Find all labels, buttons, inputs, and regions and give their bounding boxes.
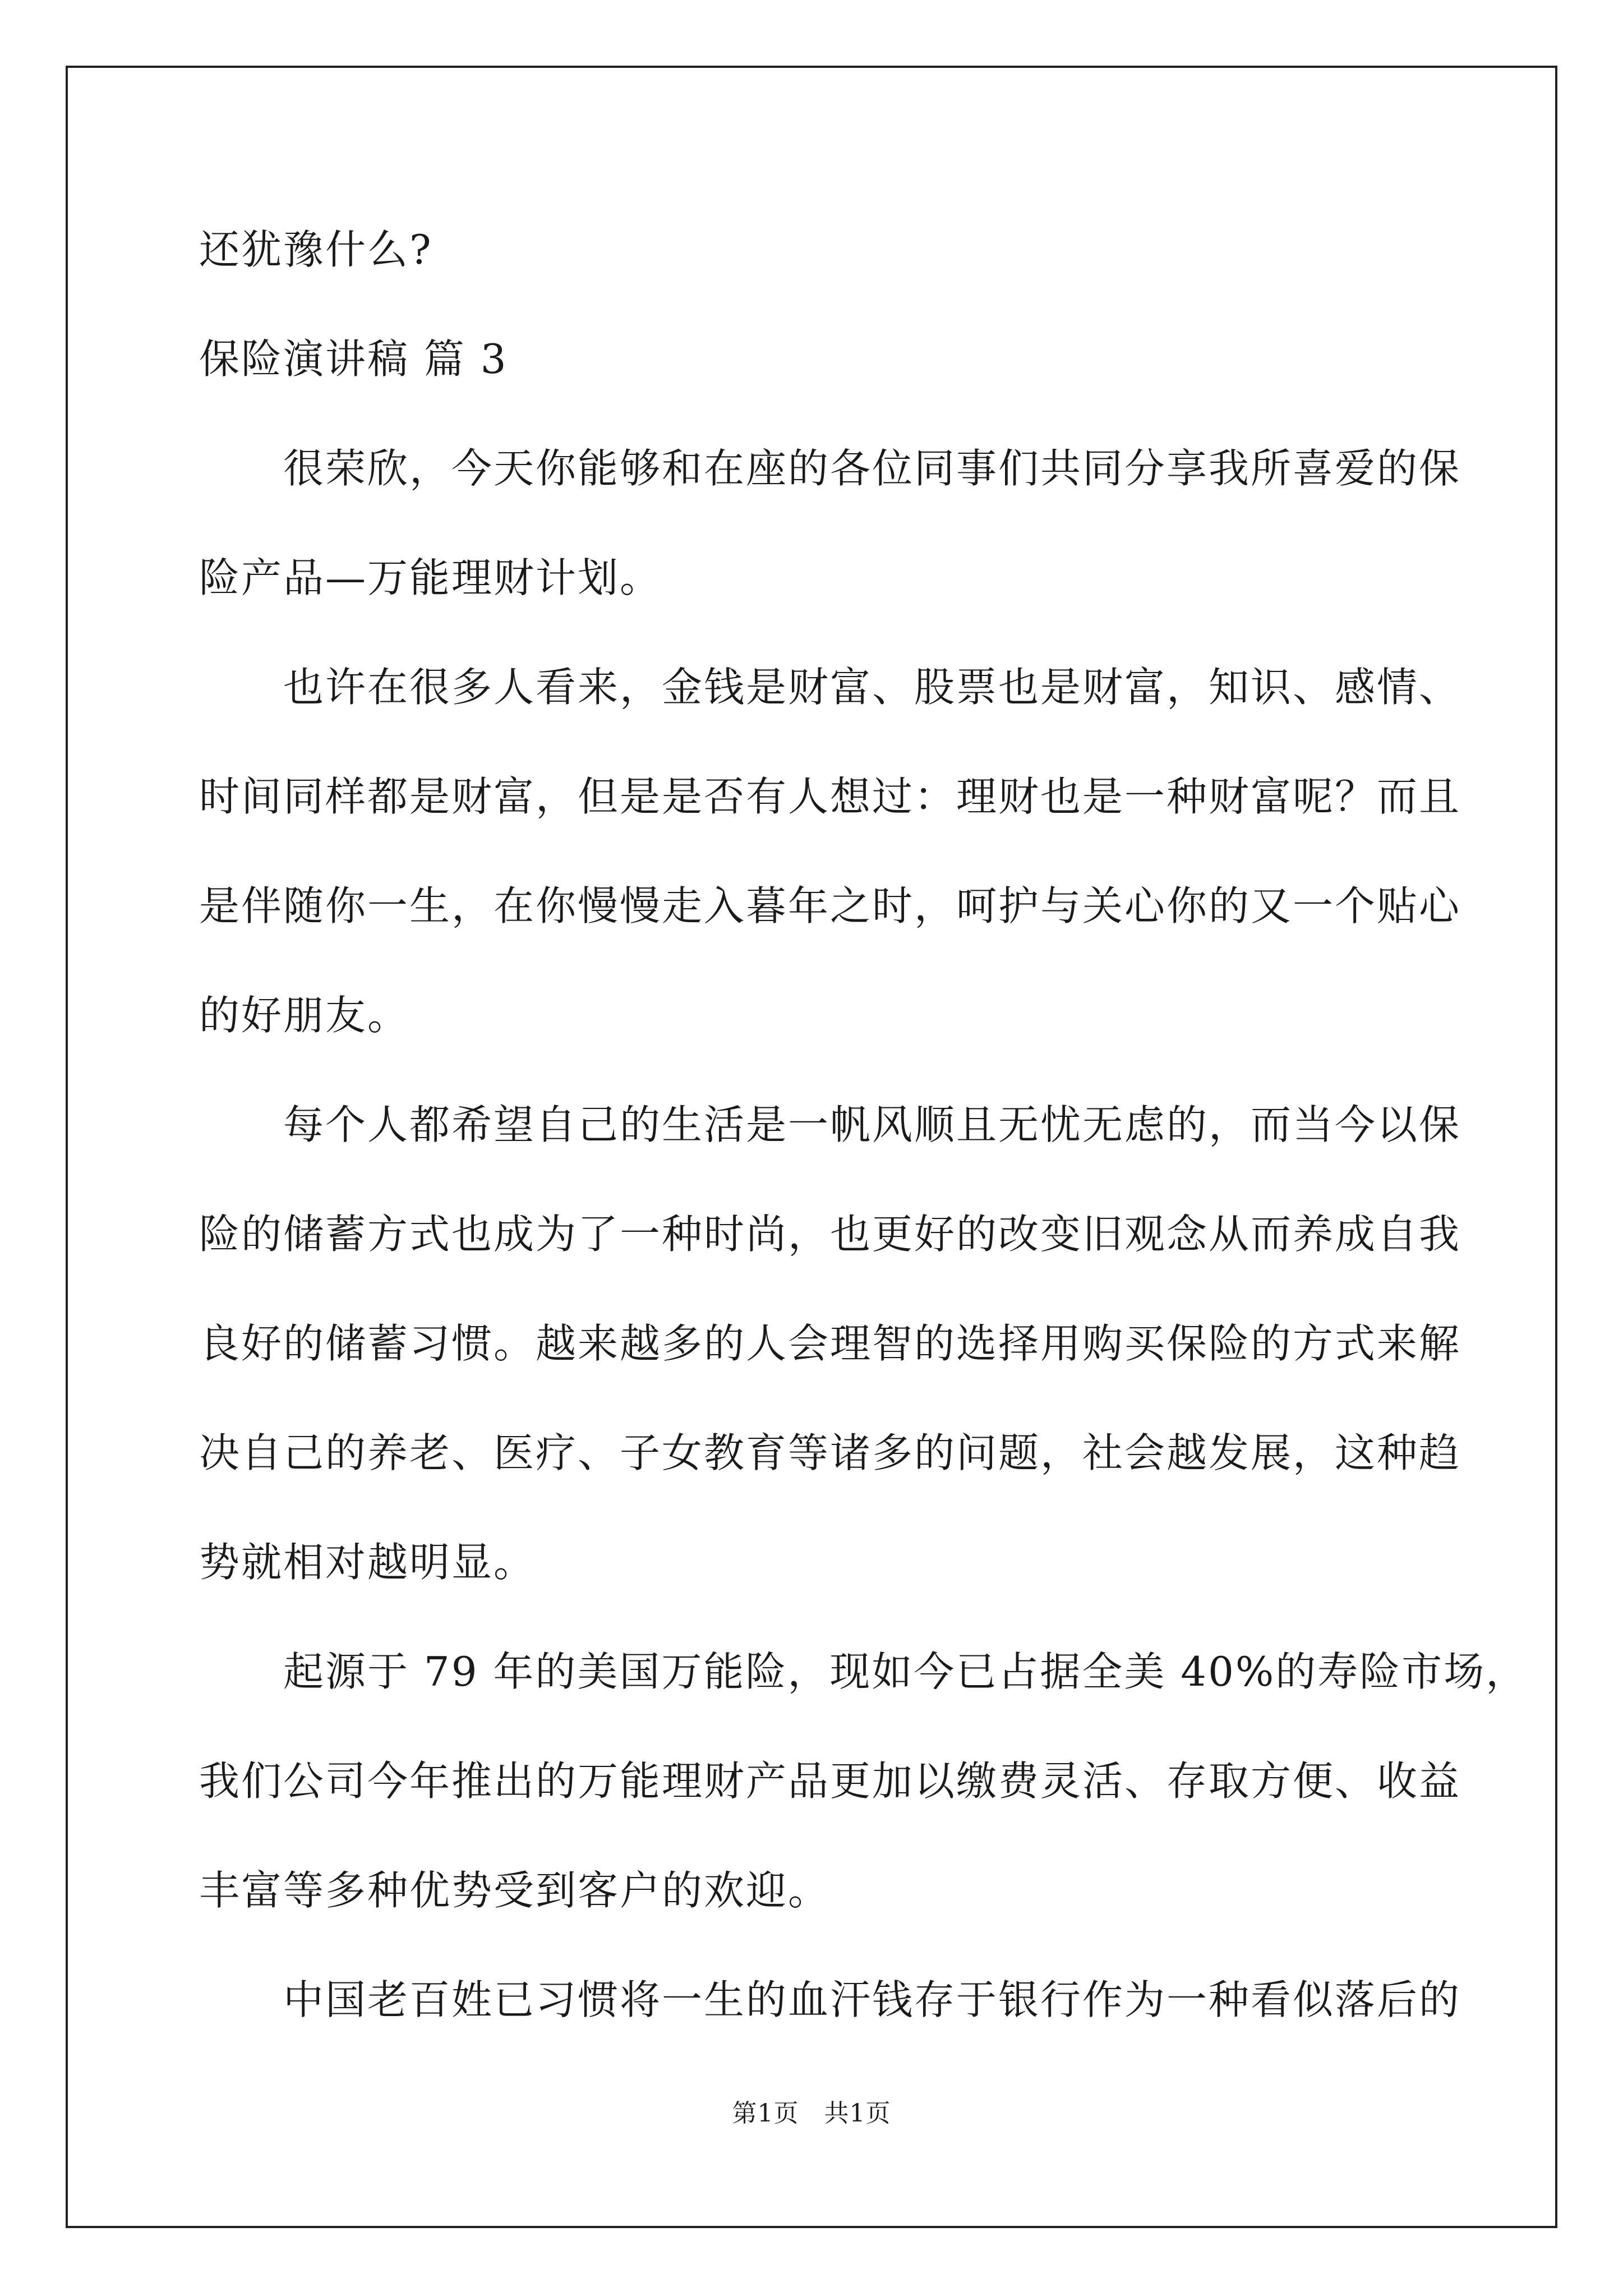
paragraph-line: 势就相对越明显。 [199, 1539, 536, 1586]
paragraph-line: 很荣欣，今天你能够和在座的各位同事们共同分享我所喜爱的保 [283, 445, 1461, 492]
paragraph-line: 我们公司今年推出的万能理财产品更加以缴费灵活、存取方便、收益 [199, 1757, 1461, 1805]
paragraph-line: 每个人都希望自己的生活是一帆风顺且无忧无虑的，而当今以保 [283, 1101, 1461, 1148]
paragraph-line: 险的储蓄方式也成为了一种时尚，也更好的改变旧观念从而养成自我 [199, 1211, 1461, 1258]
paragraph-line: 是伴随你一生，在你慢慢走入暮年之时，呵护与关心你的又一个贴心 [199, 882, 1461, 930]
paragraph-line: 决自己的养老、医疗、子女教育等诸多的问题，社会越发展，这种趋 [199, 1429, 1461, 1476]
text-line: 还犹豫什么? [199, 226, 433, 273]
paragraph-line: 中国老百姓已习惯将一生的血汗钱存于银行作为一种看似落后的 [283, 1976, 1461, 2023]
paragraph-line: 良好的储蓄习惯。越来越多的人会理智的选择用购买保险的方式来解 [199, 1320, 1461, 1367]
paragraph-line: 险产品—万能理财计划。 [199, 554, 662, 601]
paragraph-line: 时间同样都是财富，但是是否有人想过：理财也是一种财富呢？而且 [199, 773, 1461, 820]
paragraph-line: 也许在很多人看来，金钱是财富、股票也是财富，知识、感情、 [283, 664, 1461, 711]
paragraph-line: 的好朋友。 [199, 992, 410, 1039]
paragraph-line: 起源于 79 年的美国万能险，现如今已占据全美 40%的寿险市场， [283, 1648, 1528, 1695]
section-heading: 保险演讲稿 篇 3 [199, 335, 508, 383]
page-footer: 第1页 共1页 [732, 2099, 891, 2128]
paragraph-line: 丰富等多种优势受到客户的欢迎。 [199, 1867, 831, 1914]
